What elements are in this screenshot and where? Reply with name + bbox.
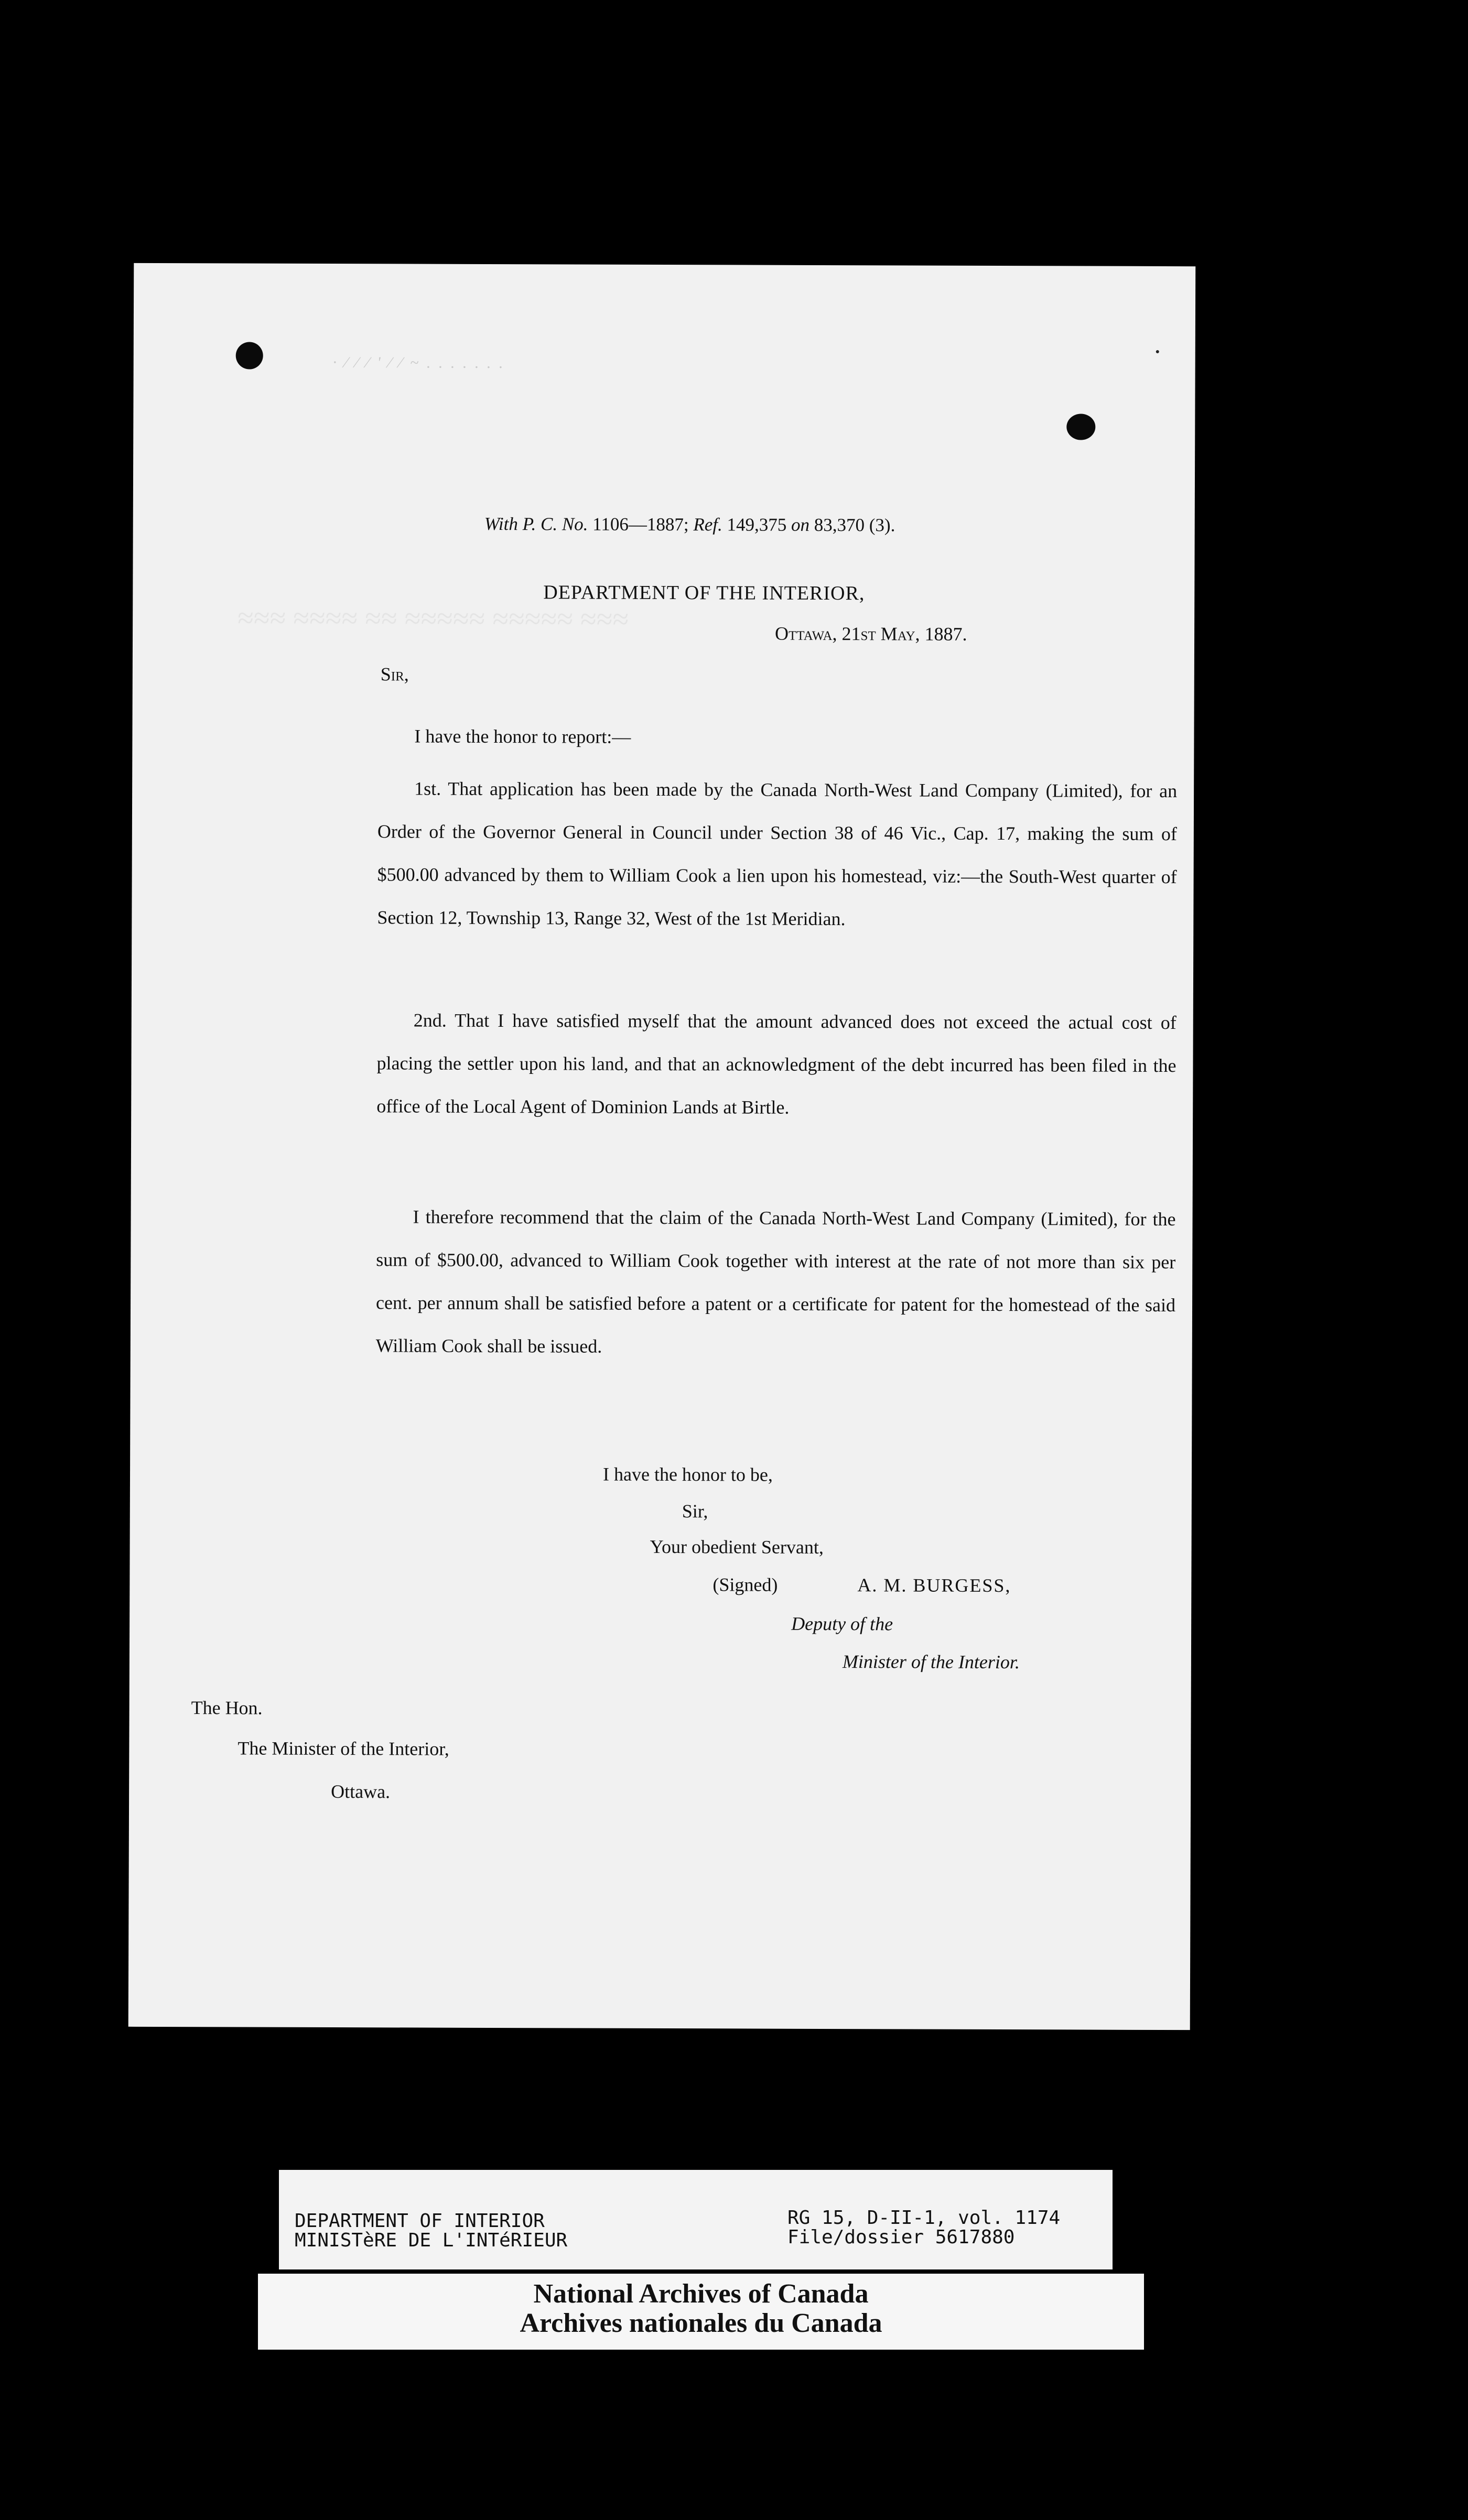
faint-pencil-marks: · ⁄ ⁄ ⁄ ' ⁄ ⁄ ~ . . . . . . . bbox=[332, 354, 505, 372]
closing-line-1: I have the honor to be, bbox=[602, 1463, 773, 1485]
department-heading: DEPARTMENT OF THE INTERIOR, bbox=[543, 581, 865, 605]
label-reference: RG 15, D-II-1, vol. 1174 bbox=[787, 2207, 1061, 2229]
institution-name-en: National Archives of Canada bbox=[533, 2279, 869, 2309]
document-page bbox=[128, 263, 1196, 2030]
institution-name-fr: Archives nationales du Canada bbox=[520, 2308, 882, 2338]
place-date: Ottawa, 21st May, 1887. bbox=[775, 623, 967, 645]
signed-label: (Signed) bbox=[713, 1574, 778, 1595]
on-label: on bbox=[791, 514, 810, 535]
salutation: Sir, bbox=[380, 664, 409, 685]
paragraph-recommendation: I therefore recommend that the claim of the Canada North-West Land Company (Limited), for the sum of $500.00, advanced to William Cook together with interest at the rate of not more than six per cent. per annum shall be satisfied before a patent or a certificate for patent for the homestead of the said William Cook shall be issued. bbox=[375, 1206, 1176, 1357]
pc-number: 1106—1887; bbox=[592, 514, 689, 535]
paragraph-first: 1st. That application has been made by the Canada North-West Land Company (Limited), for an Order of the Governor General in Council under Section 38 of 46 Vic., Cap. 17, making the sum of $500.00 advanced by them to William Cook a lien upon his homestead, viz:—the South-West quarter of Section 12, Township 13, Range 32, West of the 1st Meridian. bbox=[377, 778, 1178, 930]
pc-prefix: With P. C. No. bbox=[484, 513, 588, 535]
signer-name: A. M. BURGESS, bbox=[857, 1574, 1011, 1596]
ref-number: 149,375 bbox=[727, 514, 787, 535]
label-dept-fr: MINISTèRE DE L'INTéRIEUR bbox=[295, 2230, 568, 2251]
punch-hole-right bbox=[1066, 414, 1095, 440]
reference-line bbox=[484, 515, 895, 534]
address-line-1: The Hon. bbox=[191, 1697, 263, 1719]
signer-title-1: Deputy of the bbox=[791, 1613, 893, 1635]
address-line-2: The Minister of the Interior, bbox=[238, 1737, 449, 1759]
archive-reference-label bbox=[279, 2170, 1113, 2269]
closing-line-2: Sir, bbox=[682, 1501, 708, 1522]
closing-line-3: Your obedient Servant, bbox=[650, 1536, 824, 1558]
address-line-3: Ottawa. bbox=[331, 1781, 391, 1802]
label-dept-en: DEPARTMENT OF INTERIOR bbox=[295, 2210, 545, 2232]
archive-institution-label bbox=[258, 2274, 1144, 2350]
ink-speck bbox=[1156, 350, 1159, 353]
label-file-number: File/dossier 5617880 bbox=[787, 2226, 1015, 2248]
ref-label: Ref. bbox=[693, 514, 722, 535]
on-number: 83,370 (3). bbox=[814, 514, 895, 536]
bleed-through-text: ≈≈≈ ≈≈≈≈ ≈≈ ≈≈≈≈≈ ≈≈≈≈≈ ≈≈≈ bbox=[238, 602, 629, 636]
paragraph-second: 2nd. That I have satisfied myself that the amount advanced does not exceed the actual cost of placing the settler upon his land, and that an acknowledgment of the debt incurred has been filed in the office of the Local Agent of Dominion Lands at Birtle. bbox=[376, 1009, 1176, 1118]
intro-line: I have the honor to report:— bbox=[414, 725, 631, 747]
punch-hole-left bbox=[236, 342, 263, 369]
signer-title-2: Minister of the Interior. bbox=[842, 1651, 1020, 1673]
